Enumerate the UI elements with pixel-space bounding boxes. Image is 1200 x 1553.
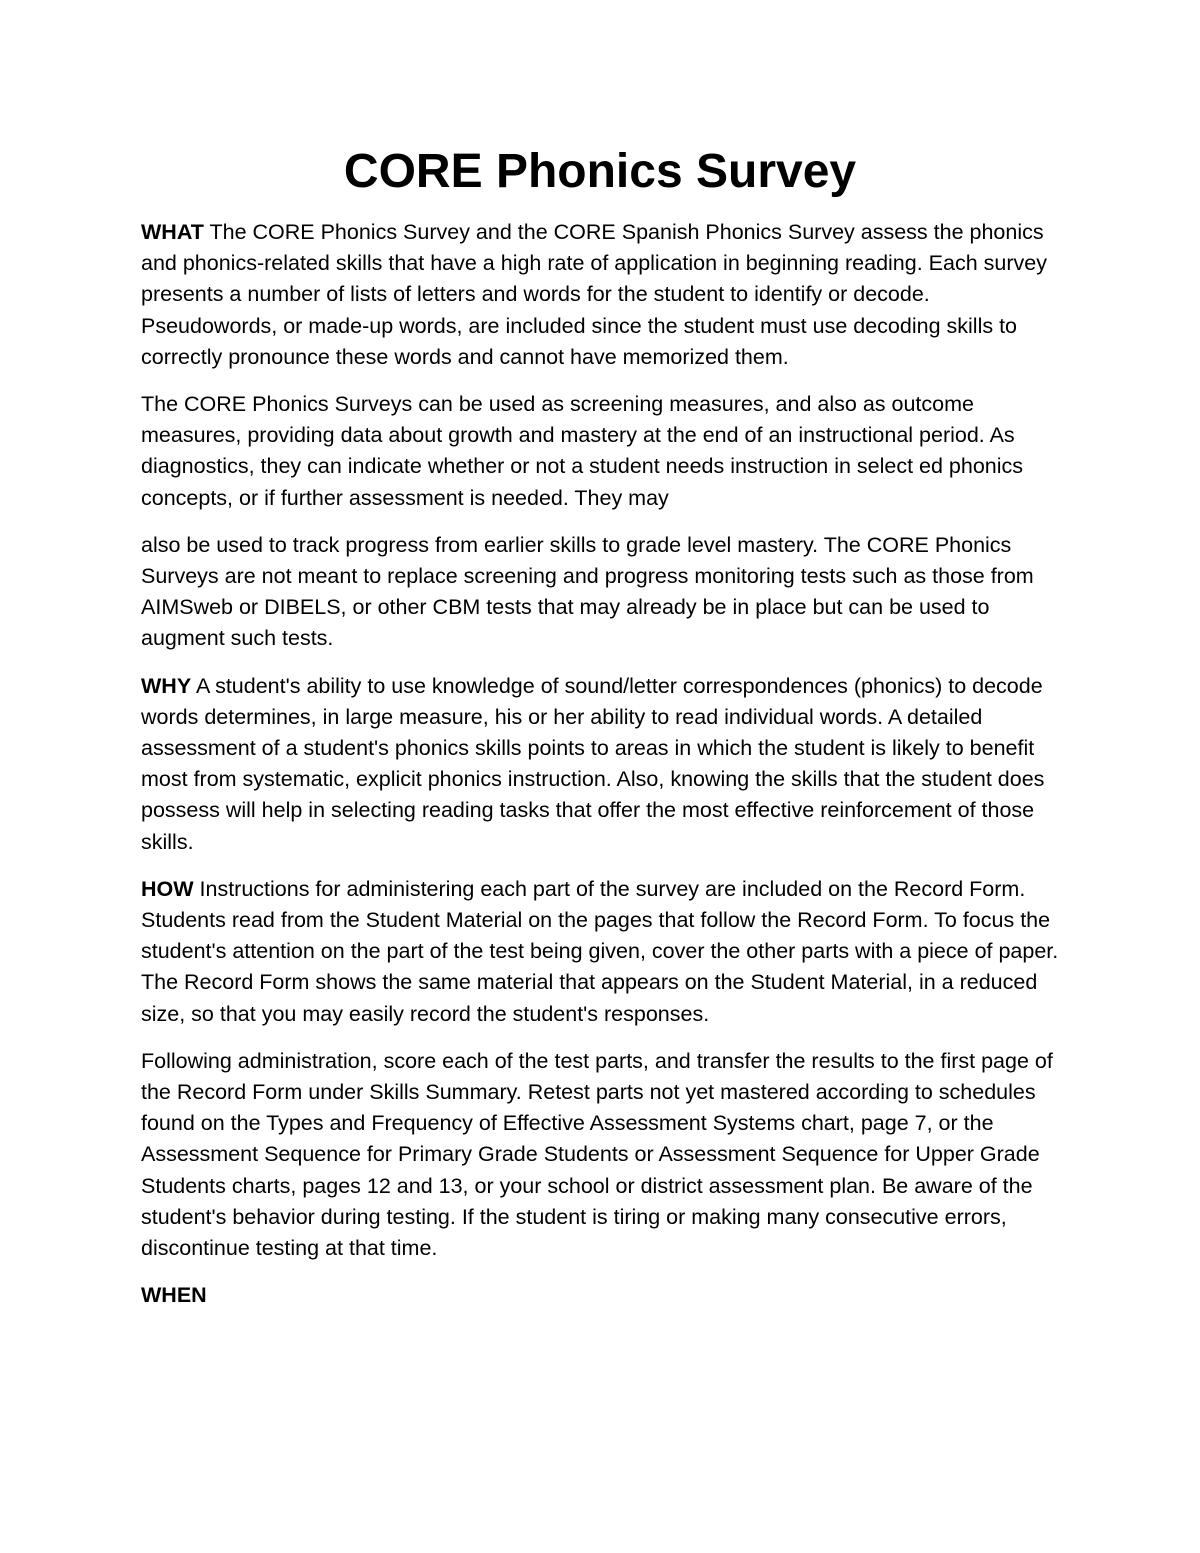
what-text: The CORE Phonics Survey and the CORE Spanish Phonics Survey assess the phonics and phonics-related skills that have a high rate of application in beginning reading. Each survey presents a number of lists of letters and words for the student to identify or decode. Pseudowords, or made-up words, are included since the student must use decoding skills to correctly pronounce these words and cannot have memorized them. bbox=[141, 220, 1047, 369]
page-title: CORE Phonics Survey bbox=[343, 145, 857, 198]
what-paragraph-3: also be used to track progress from earlier skills to grade level mastery. The CORE Phonics Surveys are not meant to replace screening and progress monitoring tests such as those from AIMSweb or DIBELS, or other CBM tests that may already be in place but can be used to augment such tests. bbox=[141, 532, 1034, 651]
how-paragraph bbox=[141, 874, 1071, 1030]
why-label: WHY bbox=[141, 673, 192, 698]
what-paragraph-2: The CORE Phonics Surveys can be used as screening measures, and also as outcome measures, providing data about growth and mastery at the end of an instructional period. As diagnostics, they can indicate whether or not a student needs instruction in select ed phonics concepts, or if further assessment is needed. They may bbox=[141, 392, 1024, 510]
when-paragraph bbox=[141, 1280, 1071, 1311]
how-text: Instructions for administering each part of the survey are included on the Record Form. Students read from the Student Material on the pages that follow the Record Form. To focus the student's attention on the part of the test being given, cover the other parts with a piece of paper. The Record Form shows the same material that appears on the Student Material, in a reduced size, so that you may easily record the student's responses. bbox=[141, 876, 1059, 1026]
what-paragraph bbox=[141, 217, 1071, 373]
how-label: HOW bbox=[141, 876, 194, 901]
why-text: A student's ability to use knowledge of sound/letter correspondences (phonics) to decode words determines, in large measure, his or her ability to read individual words. A detailed assessment of a student's phonics skills points to areas in which the student is likely to benefit most from systematic, explicit phonics instruction. Also, knowing the skills that the student does possess will help in selecting reading tasks that offer the most effective reinforcement of those skills. bbox=[141, 673, 1045, 854]
when-label: WHEN bbox=[141, 1283, 207, 1308]
what-label: WHAT bbox=[141, 220, 204, 244]
document-body bbox=[141, 217, 1071, 1328]
how-paragraph-2: Following administration, score each of the test parts, and transfer the results to the first page of the Record Form under Skills Summary. Retest parts not yet mastered according to schedules found on the Types and Frequency of Effective Assessment Systems chart, page 7, or the Assessment Sequence for Primary Grade Students or Assessment Sequence for Upper Grade Students charts, pages 12 and 13, or your school or district assessment plan. Be aware of the student's behavior during testing. If the student is tiring or making many consecutive errors, discontinue testing at that time. bbox=[141, 1048, 1053, 1261]
why-paragraph bbox=[141, 671, 1071, 858]
